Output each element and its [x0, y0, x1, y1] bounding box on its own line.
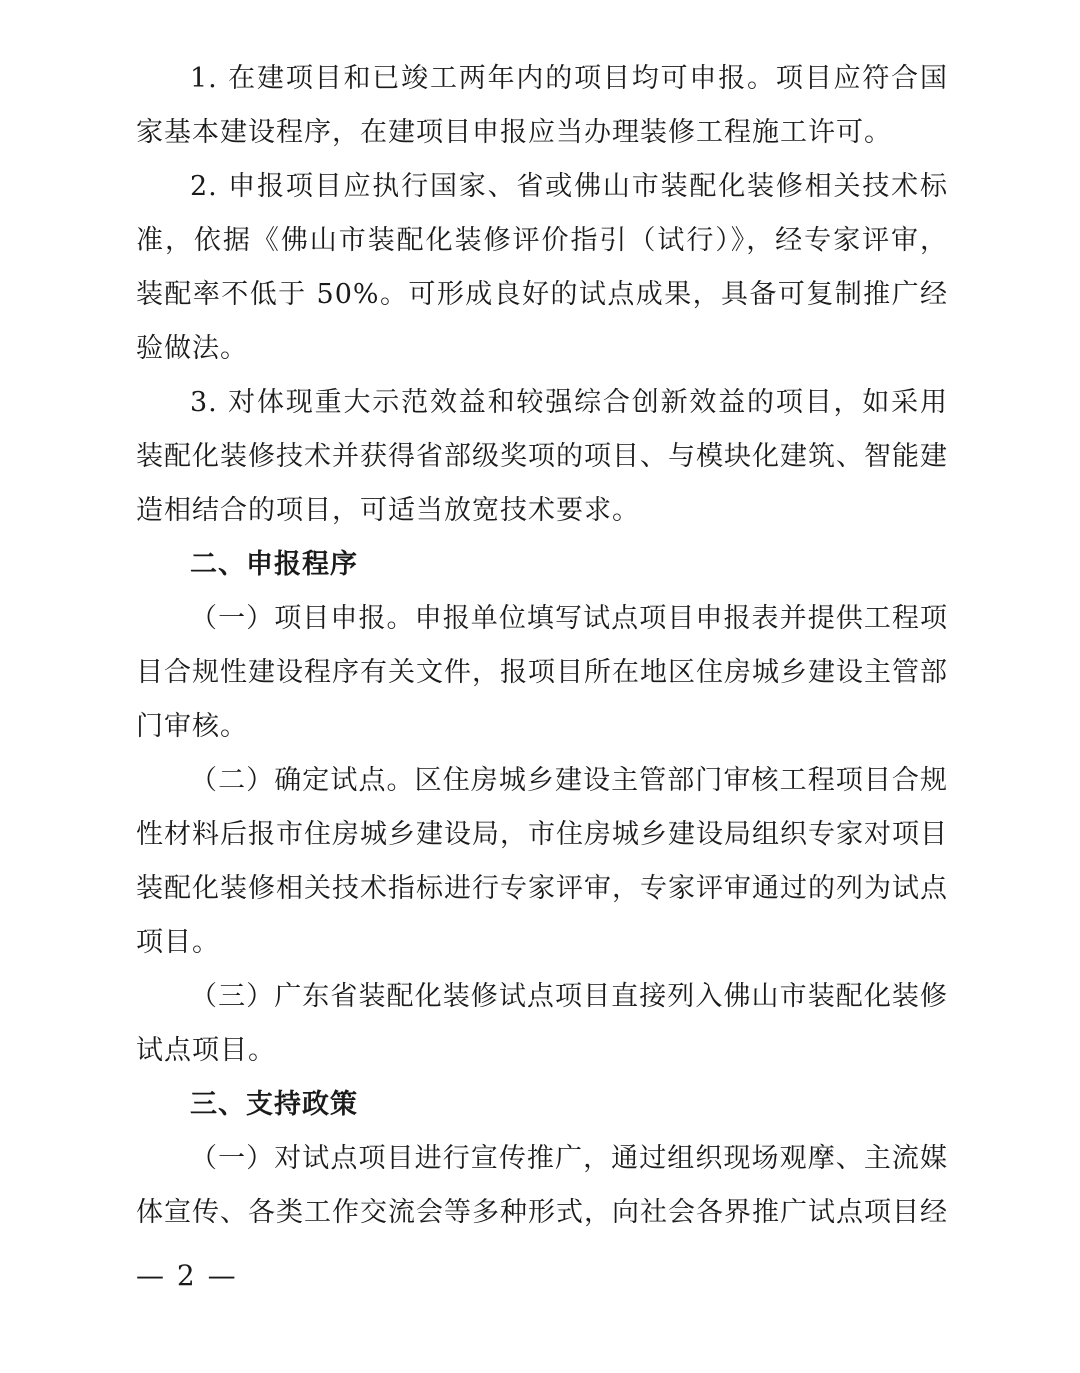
paragraph-item-1: 1. 在建项目和已竣工两年内的项目均可申报。项目应符合国家基本建设程序，在建项目申报应当办理装修工程施工许可。: [136, 63, 948, 148]
document-body: [136, 52, 948, 1240]
paragraph-item-3: 3. 对体现重大示范效益和较强综合创新效益的项目，如采用装配化装修技术并获得省部级奖项的项目、与模块化建筑、智能建造相结合的项目，可适当放宽技术要求。: [136, 387, 948, 526]
paragraph-project-application: （一）项目申报。申报单位填写试点项目申报表并提供工程项目合规性建设程序有关文件，报项目所在地区住房城乡建设主管部门审核。: [136, 603, 948, 742]
paragraph-promotion: （一）对试点项目进行宣传推广，通过组织现场观摩、主流媒体宣传、各类工作交流会等多种形式，向社会各界推广试点项目经: [136, 1143, 948, 1228]
paragraph-confirm-pilot: （二）确定试点。区住房城乡建设主管部门审核工程项目合规性材料后报市住房城乡建设局，市住房城乡建设局组织专家对项目装配化装修相关技术指标进行专家评审，专家评审通过的列为试点项目。: [136, 765, 948, 958]
page-number: — 2 —: [136, 1259, 238, 1292]
section-heading-support-policy: 三、支持政策: [190, 1089, 358, 1120]
paragraph-provincial-pilot: （三）广东省装配化装修试点项目直接列入佛山市装配化装修试点项目。: [136, 981, 948, 1066]
section-heading-application-procedure: 二、申报程序: [190, 549, 358, 580]
paragraph-item-2: 2. 申报项目应执行国家、省或佛山市装配化装修相关技术标准，依据《佛山市装配化装修评价指引（试行）》，经专家评审，装配率不低于 50%。可形成良好的试点成果，具备可复制推广经验做法。: [136, 171, 948, 364]
